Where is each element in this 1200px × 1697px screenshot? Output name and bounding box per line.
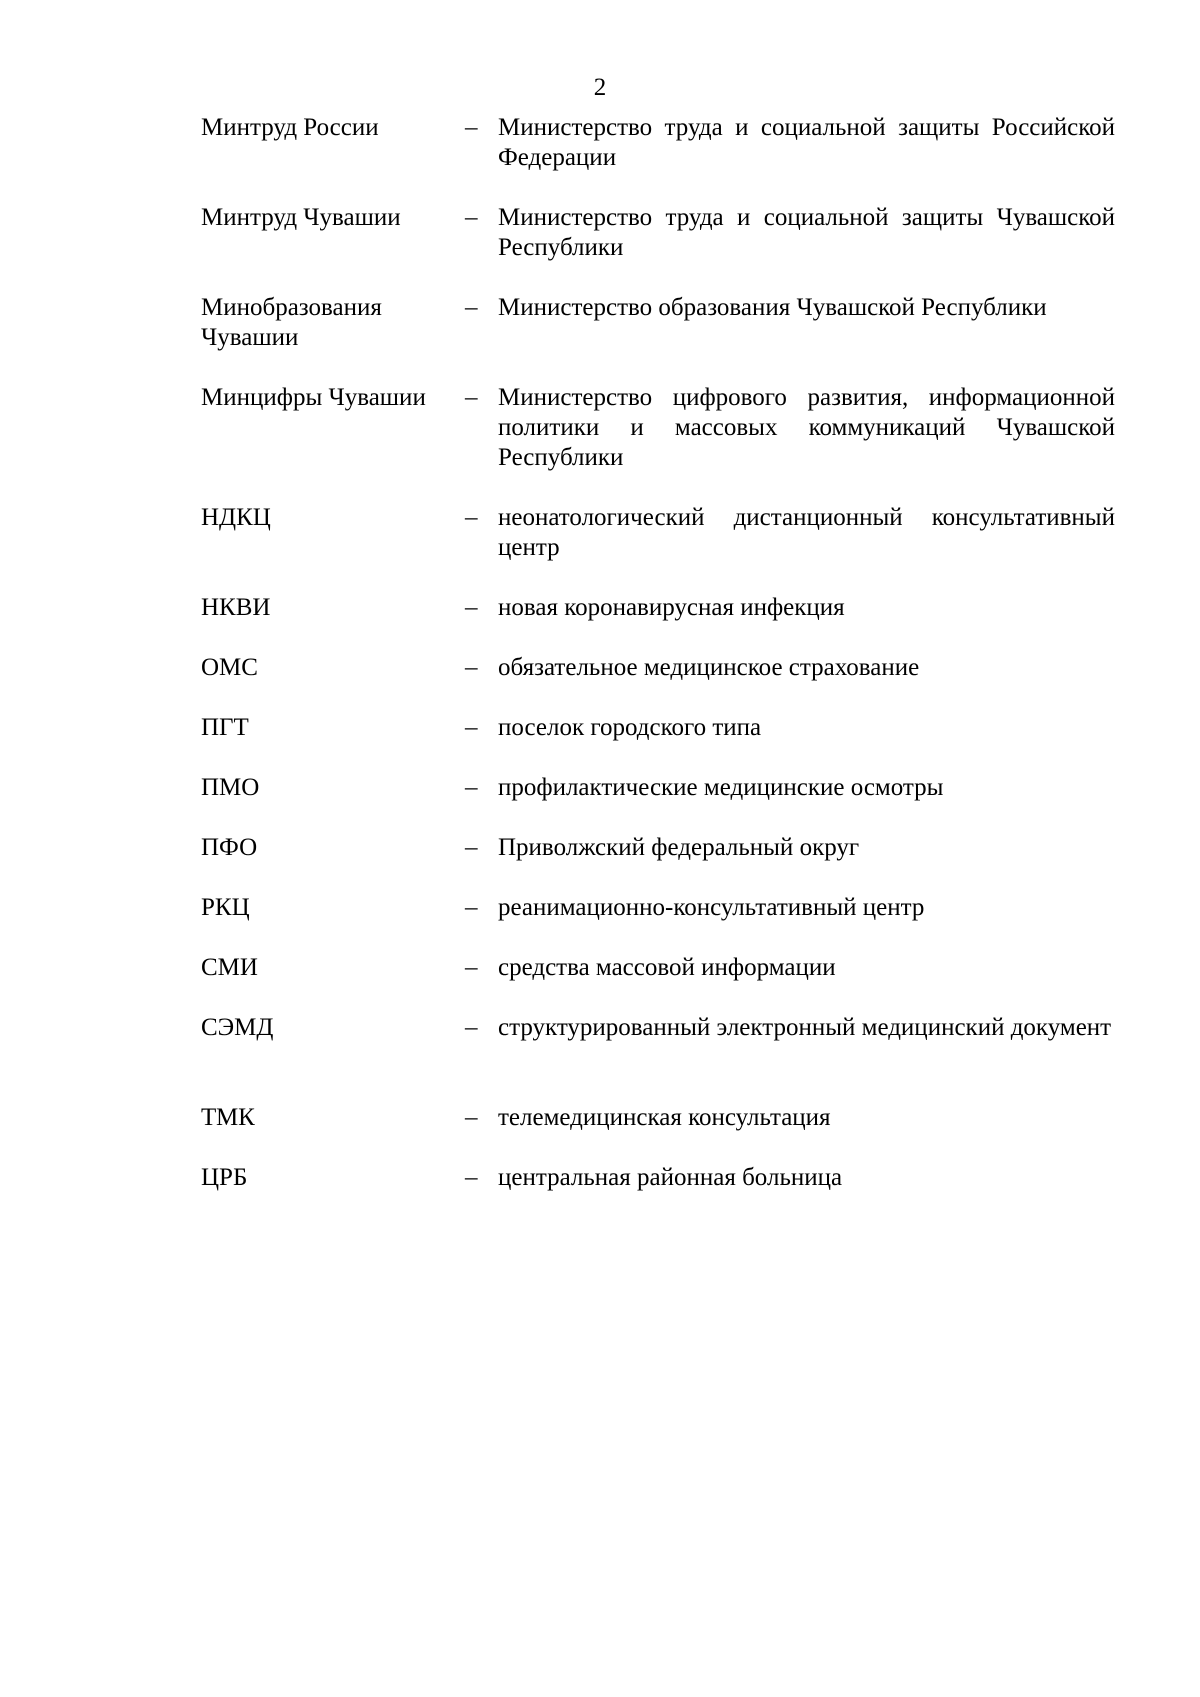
abbreviation-definition: Министерство образования Чувашской Республики bbox=[498, 294, 1047, 321]
abbreviation-term: ЦРБ bbox=[201, 1164, 248, 1191]
abbreviation-definition: структурированный электронный медицинский документ bbox=[498, 1014, 1112, 1041]
abbreviation-dash: – bbox=[465, 204, 478, 231]
abbreviation-dash: – bbox=[465, 954, 478, 981]
abbreviation-term: НКВИ bbox=[201, 594, 271, 621]
abbreviation-definition: обязательное медицинское страхование bbox=[498, 654, 920, 681]
abbreviation-definition: центральная районная больница bbox=[498, 1164, 843, 1191]
abbreviation-row bbox=[0, 833, 1200, 863]
abbreviation-definition: профилактические медицинские осмотры bbox=[498, 774, 944, 801]
abbreviation-row bbox=[0, 1163, 1200, 1193]
abbreviation-row bbox=[0, 653, 1200, 683]
abbreviation-row bbox=[0, 713, 1200, 743]
abbreviation-definition: неонатологический дистанционный консультативный центр bbox=[498, 504, 1115, 561]
abbreviation-definition: новая коронавирусная инфекция bbox=[498, 594, 845, 621]
abbreviation-term: СЭМД bbox=[201, 1014, 274, 1041]
abbreviation-term: Минцифры Чувашии bbox=[201, 384, 426, 411]
abbreviation-dash: – bbox=[465, 834, 478, 861]
abbreviation-term: Минтруд России bbox=[201, 114, 379, 141]
abbreviation-row bbox=[0, 1103, 1200, 1133]
abbreviation-definition: телемедицинская консультация bbox=[498, 1104, 831, 1131]
abbreviation-row bbox=[0, 383, 1200, 473]
abbreviation-dash: – bbox=[465, 114, 478, 141]
abbreviation-term: ТМК bbox=[201, 1104, 255, 1131]
abbreviation-term: СМИ bbox=[201, 954, 258, 981]
abbreviation-term: ОМС bbox=[201, 654, 258, 681]
abbreviation-definition: Приволжский федеральный округ bbox=[498, 834, 860, 861]
abbreviation-list bbox=[0, 113, 1200, 1223]
abbreviation-term: ПГТ bbox=[201, 714, 249, 741]
abbreviation-row bbox=[0, 593, 1200, 623]
abbreviation-definition: поселок городского типа bbox=[498, 714, 762, 741]
abbreviation-definition: Министерство труда и социальной защиты Чувашской Республики bbox=[498, 204, 1115, 261]
abbreviation-dash: – bbox=[465, 714, 478, 741]
abbreviation-row bbox=[0, 203, 1200, 263]
abbreviation-dash: – bbox=[465, 894, 478, 921]
abbreviation-dash: – bbox=[465, 1014, 478, 1041]
abbreviation-dash: – bbox=[465, 504, 478, 531]
abbreviation-dash: – bbox=[465, 594, 478, 621]
abbreviation-definition: Министерство цифрового развития, информационной политики и массовых коммуникаций Чувашской Республики bbox=[498, 384, 1115, 471]
abbreviation-dash: – bbox=[465, 774, 478, 801]
abbreviation-term: ПМО bbox=[201, 774, 260, 801]
abbreviation-definition: средства массовой информации bbox=[498, 954, 836, 981]
abbreviation-term: Минтруд Чувашии bbox=[201, 204, 401, 231]
abbreviation-term: НДКЦ bbox=[201, 504, 271, 531]
abbreviation-dash: – bbox=[465, 384, 478, 411]
abbreviation-row bbox=[0, 893, 1200, 923]
abbreviation-dash: – bbox=[465, 654, 478, 681]
abbreviation-definition: Министерство труда и социальной защиты Российской Федерации bbox=[498, 114, 1115, 171]
abbreviation-dash: – bbox=[465, 1164, 478, 1191]
abbreviation-definition: реанимационно-консультативный центр bbox=[498, 894, 925, 921]
abbreviation-row bbox=[0, 773, 1200, 803]
abbreviation-row bbox=[0, 503, 1200, 563]
page-number: 2 bbox=[593, 74, 607, 101]
abbreviation-row bbox=[0, 293, 1200, 353]
abbreviation-term: ПФО bbox=[201, 834, 258, 861]
abbreviation-row bbox=[0, 1013, 1200, 1073]
abbreviation-term: РКЦ bbox=[201, 894, 250, 921]
abbreviation-row bbox=[0, 113, 1200, 173]
abbreviation-row bbox=[0, 953, 1200, 983]
abbreviation-dash: – bbox=[465, 1104, 478, 1131]
abbreviation-term: Минобразования Чувашии bbox=[201, 294, 382, 351]
abbreviation-dash: – bbox=[465, 294, 478, 321]
